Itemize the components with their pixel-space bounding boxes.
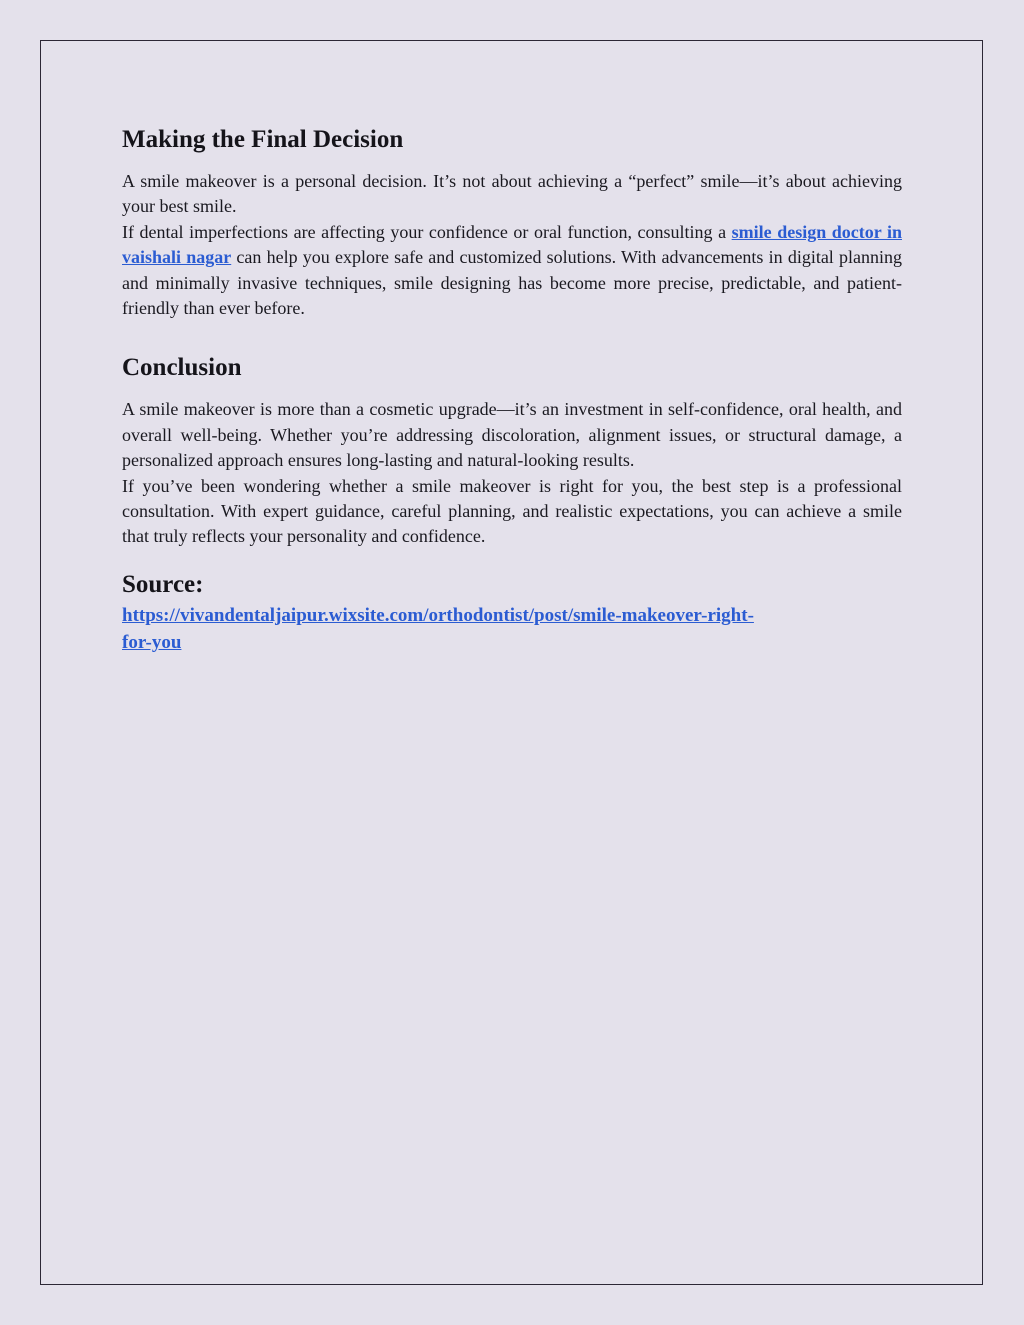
conclusion-paragraph-2: If you’ve been wondering whether a smile makeover is right for you, the best step is a professional consultation. With expert guidance, careful planning, and realistic expectations, you can achieve a smile that truly reflects your personality and confidence.: [122, 475, 902, 547]
source-url-line-1: https://vivandentaljaipur.wixsite.com/orthodontist/post/smile-makeover-right-: [122, 604, 754, 626]
source-url-line-2: for-you: [122, 631, 182, 653]
conclusion-paragraph-1: A smile makeover is more than a cosmetic upgrade—it’s an investment in self-confidence, oral health, and overall well-being. Whether you’re addressing discoloration, alignment issues, or structural damage, a personalized approach ensures long-lasting and natural-looking results.: [122, 399, 902, 471]
document-content: [41, 41, 982, 656]
final-decision-paragraph-1: A smile makeover is a personal decision. It’s not about achieving a “perfect” smile—it’s about achieving your best smile.: [122, 171, 902, 217]
paragraph-text-after-link: can help you explore safe and customized solutions. With advancements in digital planning and minimally invasive techniques, smile designing has become more precise, predictable, and patient-friendly than ever before.: [122, 247, 902, 319]
heading-conclusion: Conclusion: [122, 354, 242, 382]
final-decision-paragraph-2: [122, 220, 902, 322]
smile-design-doctor-link[interactable]: smile design doctor in vaishali nagar: [122, 221, 902, 268]
paragraph-text-before-link: If dental imperfections are affecting your confidence or oral function, consulting a: [122, 221, 732, 242]
heading-source: Source:: [122, 570, 204, 598]
source-url-link[interactable]: [122, 602, 902, 656]
heading-making-final-decision: Making the Final Decision: [122, 126, 404, 153]
page-border-frame: [40, 40, 983, 1285]
